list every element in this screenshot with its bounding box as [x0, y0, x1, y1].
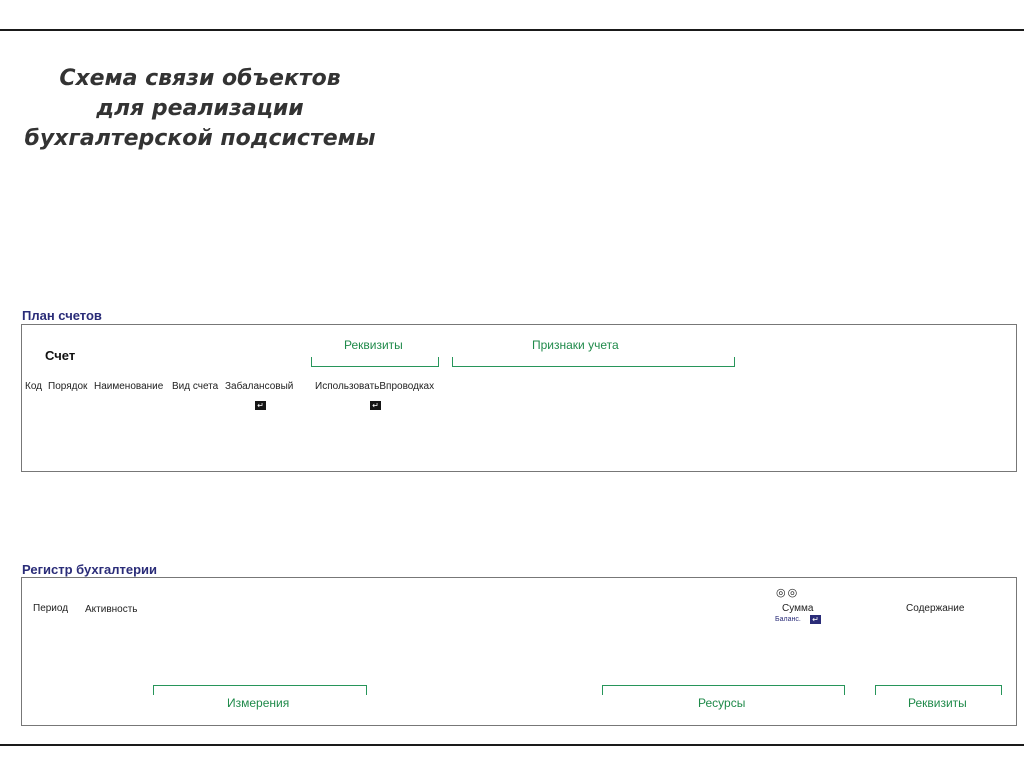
resources-label: Ресурсы: [698, 696, 746, 710]
balance-checkbox-icon: ↵: [810, 615, 821, 624]
register-requisites-label: Реквизиты: [908, 696, 967, 710]
period-field: Период: [33, 603, 69, 614]
attr-use-in-entries: ИспользоватьВпроводках: [315, 381, 435, 392]
bottom-border-line: [0, 744, 1024, 746]
title-line-1: Схема связи объектов: [59, 66, 341, 91]
resource-circles-icon: ◎◎: [776, 587, 800, 599]
sum-resource: Сумма: [782, 603, 814, 614]
balance-flag-label: Баланс.: [775, 616, 801, 623]
attr-code: Код: [25, 381, 43, 392]
attr-account-type: Вид счета: [172, 381, 219, 392]
attr-off-balance: Забалансовый: [225, 381, 294, 392]
activity-field: Активность: [85, 604, 138, 615]
title-line-2: для реализации: [96, 96, 304, 121]
requisites-label: Реквизиты: [344, 338, 403, 352]
use-in-entries-checkbox-icon: ↵: [370, 401, 381, 410]
attr-order: Порядок: [48, 381, 88, 392]
accounting-register-label: Регистр бухгалтерии: [22, 562, 158, 577]
accounting-register-panel: [21, 577, 1017, 726]
top-border-line: [0, 29, 1024, 31]
dimensions-label: Измерения: [227, 696, 290, 710]
content-field: Содержание: [906, 603, 965, 614]
chart-of-accounts-panel: [21, 324, 1017, 472]
dimensions-bracket: [153, 685, 367, 695]
attr-name: Наименование: [94, 381, 164, 392]
register-requisites-bracket: [875, 685, 1002, 695]
chart-of-accounts-label: План счетов: [22, 308, 102, 323]
account-object-name: Счет: [45, 348, 76, 363]
page-title: [0, 64, 400, 154]
title-line-3: бухгалтерской подсистемы: [24, 126, 376, 151]
accounting-flags-bracket: [452, 357, 735, 367]
requisites-bracket: [311, 357, 439, 367]
off-balance-checkbox-icon: ↵: [255, 401, 266, 410]
accounting-flags-label: Признаки учета: [532, 338, 619, 352]
resources-bracket: [602, 685, 845, 695]
